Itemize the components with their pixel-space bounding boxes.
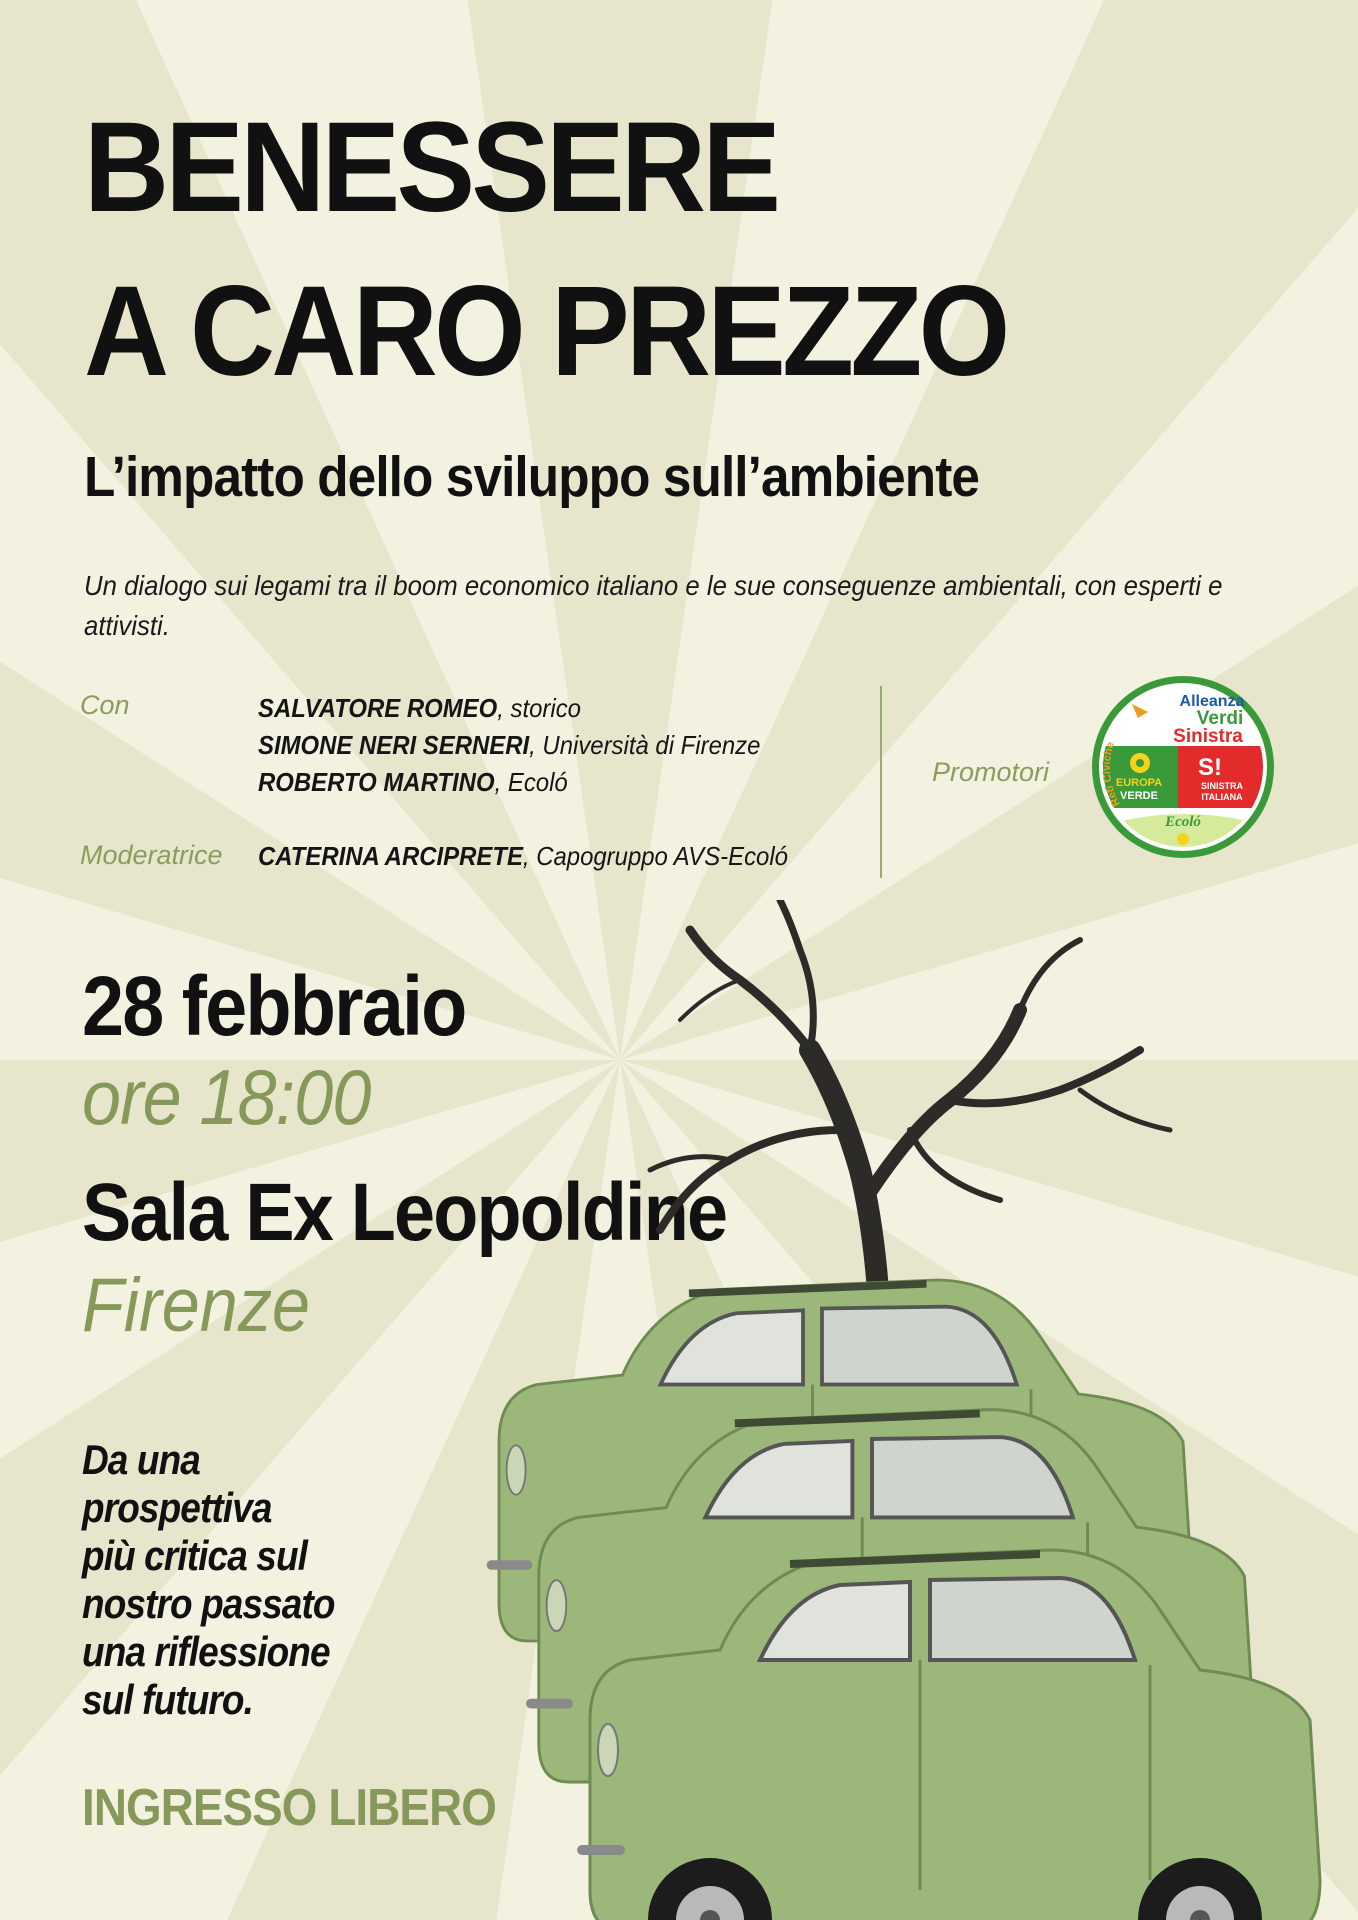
speaker-2-name: SIMONE NERI SERNERI	[258, 730, 530, 760]
logo-line-2: Verdi	[1196, 708, 1244, 729]
quote-line-2: prospettiva	[82, 1484, 272, 1531]
title-line-2: A CARO PREZZO	[84, 260, 1007, 403]
event-city: Firenze	[82, 1263, 311, 1348]
event-venue: Sala Ex Leopoldine	[82, 1167, 727, 1258]
speaker-3-name: ROBERTO MARTINO	[258, 767, 495, 797]
logo-bottom-text: Ecoló	[1165, 814, 1201, 830]
quote-line-4: nostro passato	[82, 1580, 335, 1627]
intro-text: Un dialogo sui legami tra il boom economico italiano e le sue conseguenze ambientali, con esperti e attivisti.	[84, 570, 1223, 641]
quote-line-3: più critica sul	[82, 1532, 308, 1579]
flower-icon	[1177, 833, 1189, 845]
speaker-3	[258, 764, 760, 801]
moderator-label: Moderatrice	[80, 840, 223, 870]
moderator	[258, 838, 788, 875]
dead-tree	[650, 900, 1170, 1320]
title-line-1: BENESSERE	[84, 96, 778, 239]
logo-right-line-1: SINISTRA	[1200, 781, 1244, 791]
speaker-2-role: , Università di Firenze	[529, 730, 761, 760]
logo-left-bottom: VERDE	[1120, 790, 1158, 802]
promoters-label: Promotori	[932, 757, 1050, 787]
event-date: 28 febbraio	[82, 959, 466, 1053]
logo-right-mark: S!	[1198, 754, 1222, 781]
speaker-3-role: , Ecoló	[494, 767, 568, 797]
quote	[82, 1436, 399, 1724]
speakers-label: Con	[80, 690, 130, 720]
free-entry: INGRESSO LIBERO	[82, 1779, 496, 1837]
logo-right-line-2: ITALIANA	[1201, 792, 1243, 802]
speaker-1-role: , storico	[497, 693, 581, 723]
moderator-role: , Capogruppo AVS-Ecoló	[522, 841, 788, 871]
divider-line	[880, 686, 882, 878]
logo-line-1: Alleanza	[1179, 693, 1245, 710]
moderator-name: CATERINA ARCIPRETE	[258, 841, 523, 871]
speaker-1	[258, 690, 760, 727]
speakers-list	[258, 690, 804, 801]
quote-line-5: una riflessione	[82, 1628, 330, 1675]
event-time: ore 18:00	[82, 1053, 371, 1141]
cars-and-tree-illustration	[480, 900, 1358, 1920]
quote-line-1: Da una	[82, 1436, 200, 1483]
quote-line-6: sul futuro.	[82, 1676, 253, 1723]
speaker-1-name: SALVATORE ROMEO	[258, 693, 498, 723]
speaker-2	[258, 727, 760, 764]
avs-logo	[1090, 674, 1276, 860]
logo-ring-text: Reti Civiche	[1101, 740, 1123, 809]
logo-line-3: Sinistra	[1173, 726, 1243, 747]
subtitle: L’impatto dello sviluppo sull’ambiente	[84, 445, 980, 509]
logo-left-top: EUROPA	[1115, 777, 1163, 789]
